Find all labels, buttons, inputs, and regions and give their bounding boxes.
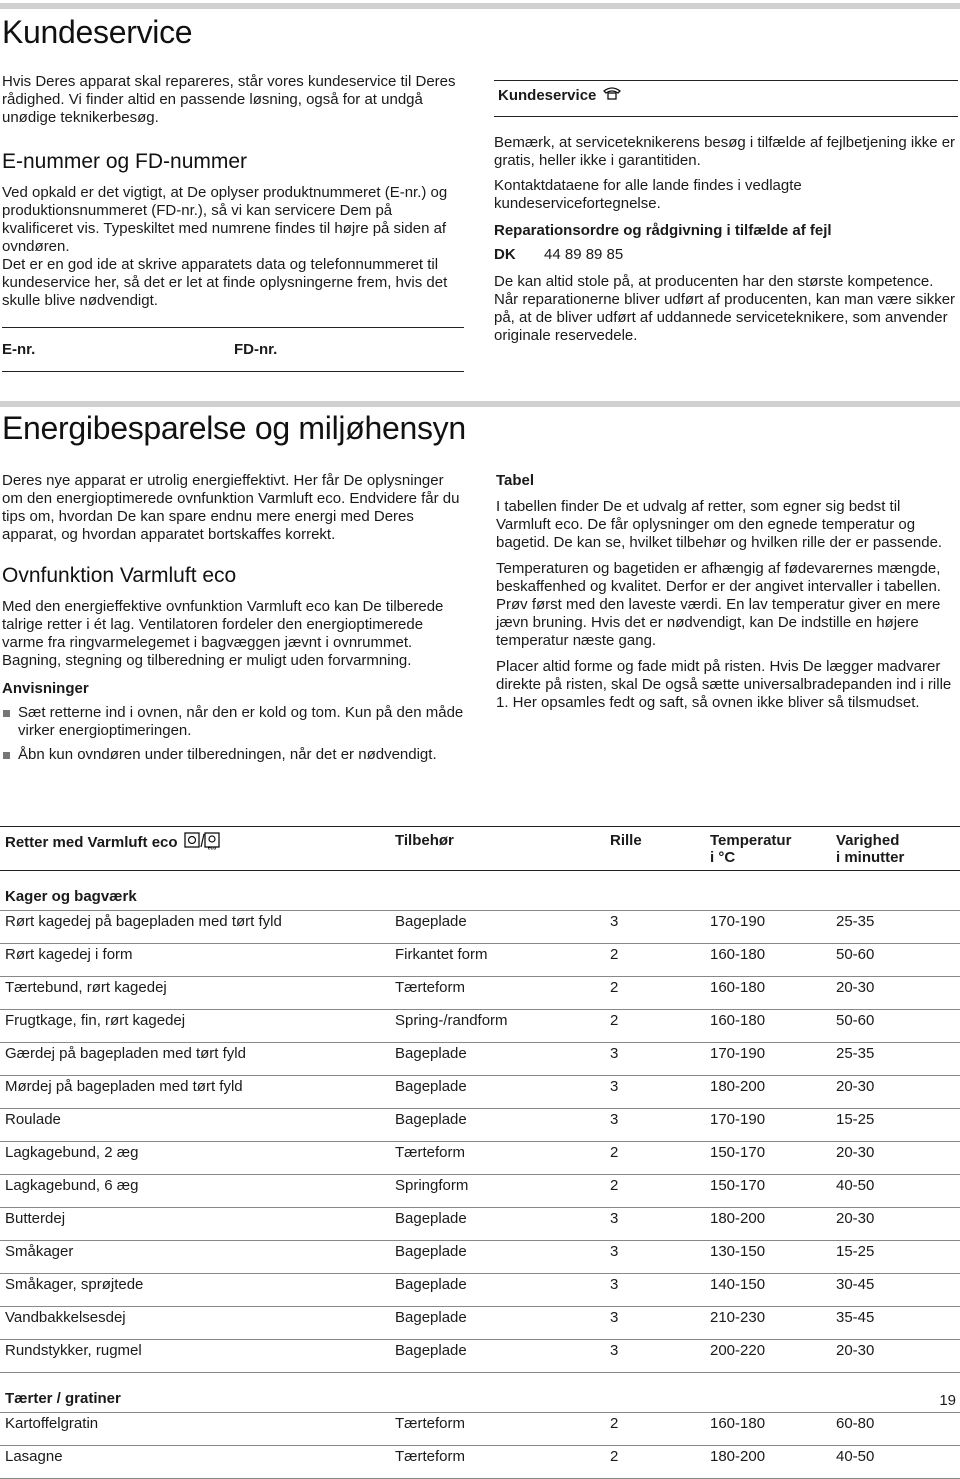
energi-right-column xyxy=(496,472,958,712)
country-code: DK xyxy=(494,246,516,263)
table-row xyxy=(0,1109,960,1142)
table-cell: 160-180 xyxy=(705,977,831,1010)
bullet-item: Åbn kun ovndøren under tilberedningen, når det er nødvendigt. xyxy=(2,746,464,764)
tabel-heading: Tabel xyxy=(496,472,535,489)
table-cell: Småkager xyxy=(0,1241,390,1274)
enr-heading: E-nummer og FD-nummer xyxy=(2,150,248,173)
ovn-text: Med den energieffektive ovnfunktion Varmluft eco kan De tilberede talrige retter i ét lag. Ventilatoren fordeler den energioptimerede varme fra ringvarmelegemet i bagvæggen jævnt i ovnrummet. Bagning, stegning og tilberedning er muligt uden forvarmning. xyxy=(2,598,444,669)
table-cell: 3 xyxy=(605,1109,705,1142)
table-cell: Lagkagebund, 6 æg xyxy=(0,1175,390,1208)
table-cell: 20-30 xyxy=(831,1076,960,1109)
table-cell: 160-180 xyxy=(705,1413,831,1446)
table-cell: 30-45 xyxy=(831,1274,960,1307)
table-cell: 3 xyxy=(605,1340,705,1373)
table-cell: 170-190 xyxy=(705,911,831,944)
table-cell: Spring-/randform xyxy=(390,1010,605,1043)
table-cell: 170-190 xyxy=(705,1043,831,1076)
table-cell: 20-30 xyxy=(831,977,960,1010)
table-cell: Bageplade xyxy=(390,1076,605,1109)
bullet-square-icon xyxy=(3,710,10,717)
phone-row xyxy=(494,246,958,263)
tabel-text-1: I tabellen finder De et udvalg af retter, som egner sig bedst til Varmluft eco. De får oplysninger om den egnede temperatur og bagetid. De kan se, hvilket tilbehør og hvilken rille der er passende. xyxy=(496,498,943,551)
table-cell: Tærteform xyxy=(390,1413,605,1446)
header-time: Varighed i minutter xyxy=(831,827,960,871)
table-row xyxy=(0,1274,960,1307)
box-text-3: De kan altid stole på, at producenten har den største kompetence. Når reparationerne bliver udført af producenten, kan man være sikker på, at de bliver udført af uddannede serviceteknikere, som anvender originale reservedele. xyxy=(494,273,956,344)
table-cell: 35-45 xyxy=(831,1307,960,1340)
fdnr-label: FD-nr. xyxy=(234,340,278,358)
table-cell: 25-35 xyxy=(831,911,960,944)
table-row xyxy=(0,1142,960,1175)
table-cell: 15-25 xyxy=(831,1241,960,1274)
table-cell: 20-30 xyxy=(831,1208,960,1241)
table-cell: 160-180 xyxy=(705,1010,831,1043)
table-cell: 2 xyxy=(605,1142,705,1175)
table-row xyxy=(0,911,960,944)
tabel-text-3: Placer altid forme og fade midt på risten. Hvis De lægger madvarer direkte på risten, skal De også sætte universalbradepanden ind i rille 1. Her opsamles fedt og saft, så ovnen ikke bliver så tilsmudset. xyxy=(496,658,952,711)
table-row xyxy=(0,1010,960,1043)
table-cell: 40-50 xyxy=(831,1446,960,1479)
number-fields xyxy=(2,327,464,372)
box-text-1: Bemærk, at serviceteknikerens besøg i tilfælde af fejlbetjening ikke er gratis, heller ikke i garantitiden. xyxy=(494,134,956,169)
bullet-item: Sæt retterne ind i ovnen, når den er kold og tom. Kun på den måde virker energioptimeringen. xyxy=(2,704,464,740)
header-temp: Temperatur i °C xyxy=(705,827,831,871)
table-header-row xyxy=(0,827,960,871)
table-cell: Tærteform xyxy=(390,1142,605,1175)
table-cell: 210-230 xyxy=(705,1307,831,1340)
box-line-top xyxy=(494,80,958,81)
table-cell: Roulade xyxy=(0,1109,390,1142)
table-cell: 3 xyxy=(605,1274,705,1307)
table-row xyxy=(0,1340,960,1373)
table-cell: Lasagne xyxy=(0,1446,390,1479)
table-cell: 180-200 xyxy=(705,1208,831,1241)
recipe-table xyxy=(0,826,960,1479)
table-cell: 2 xyxy=(605,944,705,977)
svg-text:eco: eco xyxy=(207,845,217,850)
table-cell: 3 xyxy=(605,1307,705,1340)
ovn-heading: Ovnfunktion Varmluft eco xyxy=(2,564,237,587)
table-cell: 180-200 xyxy=(705,1076,831,1109)
bullet-square-icon xyxy=(3,752,10,759)
table-cell: Frugtkage, fin, rørt kagedej xyxy=(0,1010,390,1043)
table-cell: Bageplade xyxy=(390,911,605,944)
table-row xyxy=(0,1307,960,1340)
table-row xyxy=(0,977,960,1010)
table-cell: Bageplade xyxy=(390,1340,605,1373)
table-cell: 150-170 xyxy=(705,1142,831,1175)
box-title: Kundeservice xyxy=(498,86,597,104)
table-cell: 140-150 xyxy=(705,1274,831,1307)
box-text-2: Kontaktdataene for alle lande findes i vedlagte kundeservicefortegnelse. xyxy=(494,177,802,212)
table-cell: 40-50 xyxy=(831,1175,960,1208)
table-cell: 50-60 xyxy=(831,1010,960,1043)
table-section-row: Tærter / gratiner xyxy=(0,1373,960,1413)
table-cell: 20-30 xyxy=(831,1340,960,1373)
header-dish: Retter med Varmluft eco eco xyxy=(0,827,390,871)
table-cell: Butterdej xyxy=(0,1208,390,1241)
table-cell: 3 xyxy=(605,1043,705,1076)
page-title-kundeservice: Kundeservice xyxy=(2,14,193,50)
table-cell: Gærdej på bagepladen med tørt fyld xyxy=(0,1043,390,1076)
table-row xyxy=(0,944,960,977)
table-cell: Firkantet form xyxy=(390,944,605,977)
table-cell: 15-25 xyxy=(831,1109,960,1142)
table-cell: Springform xyxy=(390,1175,605,1208)
table-cell: 130-150 xyxy=(705,1241,831,1274)
header-shelf: Rille xyxy=(605,827,705,871)
energi-intro: Deres nye apparat er utrolig energieffektivt. Her får De oplysninger om den energioptimerede ovnfunktion Varmluft eco. Endvidere får du tips om, hvordan De kan spare endnu mere energi med Deres apparat, og hvordan apparatet bortskaffes korrekt. xyxy=(2,472,460,543)
table-cell: 3 xyxy=(605,1241,705,1274)
table-cell: Bageplade xyxy=(390,1208,605,1241)
table-cell: 200-220 xyxy=(705,1340,831,1373)
table-cell: Bageplade xyxy=(390,1274,605,1307)
table-cell: 150-170 xyxy=(705,1175,831,1208)
phone-icon xyxy=(602,85,622,106)
table-cell: Tærteform xyxy=(390,1446,605,1479)
table-cell: Tærtebund, rørt kagedej xyxy=(0,977,390,1010)
section-rule xyxy=(0,401,960,407)
oven-eco-icon xyxy=(184,832,220,854)
table-cell: Rundstykker, rugmel xyxy=(0,1340,390,1373)
table-cell: 20-30 xyxy=(831,1142,960,1175)
table-cell: 3 xyxy=(605,911,705,944)
table-cell: Bageplade xyxy=(390,1307,605,1340)
energi-left-column xyxy=(2,472,464,764)
table-cell: Rørt kagedej i form xyxy=(0,944,390,977)
table-cell: 2 xyxy=(605,1413,705,1446)
kundeservice-left-column xyxy=(2,73,464,372)
enr-label: E-nr. xyxy=(2,340,36,358)
top-rule xyxy=(0,3,960,9)
enr-text-1: Ved opkald er det vigtigt, at De oplyser produktnummeret (E-nr.) og produktionsnummeret (FD-nr.), så vi kan servicere Dem på kvalificeret vis. Typeskiltet med numrene findes til højre på siden af ovndøren. xyxy=(2,184,448,255)
table-section-row: Kager og bagværk xyxy=(0,871,960,911)
table-cell: 25-35 xyxy=(831,1043,960,1076)
table-row xyxy=(0,1043,960,1076)
table-cell: 3 xyxy=(605,1076,705,1109)
table-cell: Småkager, sprøjtede xyxy=(0,1274,390,1307)
table-cell: Tærteform xyxy=(390,977,605,1010)
table-cell: 160-180 xyxy=(705,944,831,977)
table-cell: 170-190 xyxy=(705,1109,831,1142)
table-cell: Bageplade xyxy=(390,1109,605,1142)
kundeservice-intro: Hvis Deres apparat skal repareres, står vores kundeservice til Deres rådighed. Vi finder altid en passende løsning, også for at undgå unødige teknikerbesøg. xyxy=(2,73,456,126)
table-row xyxy=(0,1175,960,1208)
box-line-mid xyxy=(494,116,958,117)
table-cell: 2 xyxy=(605,1446,705,1479)
phone-number: 44 89 89 85 xyxy=(544,246,624,263)
table-cell: Bageplade xyxy=(390,1241,605,1274)
table-cell: 180-200 xyxy=(705,1446,831,1479)
table-row xyxy=(0,1241,960,1274)
table-row xyxy=(0,1446,960,1479)
kundeservice-box xyxy=(494,80,958,345)
table-cell: Vandbakkelsesdej xyxy=(0,1307,390,1340)
table-cell: 60-80 xyxy=(831,1413,960,1446)
table-row xyxy=(0,1208,960,1241)
table-cell: 2 xyxy=(605,1010,705,1043)
table-cell: Lagkagebund, 2 æg xyxy=(0,1142,390,1175)
table-cell: Mørdej på bagepladen med tørt fyld xyxy=(0,1076,390,1109)
anvis-heading: Anvisninger xyxy=(2,680,89,697)
table-cell: 2 xyxy=(605,977,705,1010)
table-cell: 2 xyxy=(605,1175,705,1208)
table-cell: 3 xyxy=(605,1208,705,1241)
table-cell: 50-60 xyxy=(831,944,960,977)
enr-text-2: Det er en god ide at skrive apparatets data og telefonnummeret til kundeservice her, så det er let at finde oplysningerne frem, hvis det skulle blive nødvendigt. xyxy=(2,256,448,309)
page-number: 19 xyxy=(939,1392,956,1409)
table-row xyxy=(0,1076,960,1109)
table-cell: Bageplade xyxy=(390,1043,605,1076)
header-accessory: Tilbehør xyxy=(390,827,605,871)
table-cell: Rørt kagedej på bagepladen med tørt fyld xyxy=(0,911,390,944)
tabel-text-2: Temperaturen og bagetiden er afhængig af fødevarernes mængde, beskaffenhed og kvalitet. Derfor er der angivet intervaller i tabellen. Prøv først med den laveste værdi. En lav temperatur giver en mere jævn bruning. Hvis det er nødvendigt, kan De indstille en højere temperatur næste gang. xyxy=(496,560,941,649)
table-cell: Kartoffelgratin xyxy=(0,1413,390,1446)
field-line-bottom xyxy=(2,371,464,372)
table-row xyxy=(0,1413,960,1446)
page-title-energi: Energibesparelse og miljøhensyn xyxy=(2,410,466,446)
repair-heading: Reparationsordre og rådgivning i tilfælde af fejl xyxy=(494,222,832,239)
